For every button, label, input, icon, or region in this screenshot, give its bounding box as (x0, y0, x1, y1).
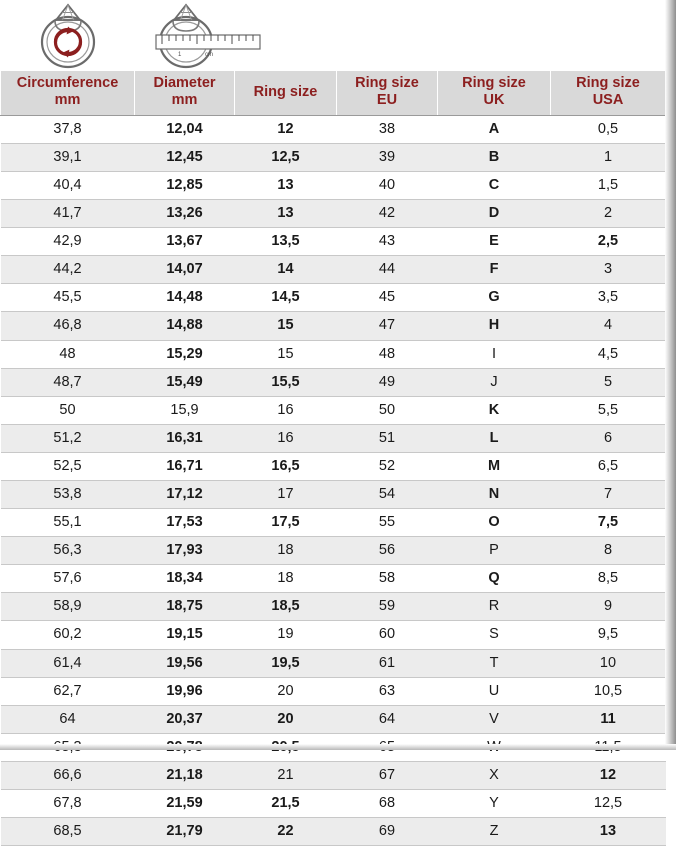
cell-ring-size-uk: Y (438, 790, 551, 818)
cell-ring-size-uk: Q (438, 565, 551, 593)
cell-ring-size: 18 (235, 565, 337, 593)
cell-ring-size-eu: 49 (337, 368, 438, 396)
cell-diameter: 16,71 (135, 452, 235, 480)
cell-circumference: 58,9 (1, 593, 135, 621)
cell-ring-size-eu: 61 (337, 649, 438, 677)
cell-ring-size-usa: 2,5 (551, 228, 666, 256)
cell-ring-size: 18,5 (235, 593, 337, 621)
cell-diameter: 13,26 (135, 200, 235, 228)
ring-size-table (0, 70, 666, 846)
cell-ring-size: 21 (235, 761, 337, 789)
cell-ring-size-eu: 67 (337, 761, 438, 789)
cell-circumference: 67,8 (1, 790, 135, 818)
column-header-diameter (135, 71, 235, 116)
cell-ring-size-usa: 6 (551, 424, 666, 452)
cell-circumference: 68,5 (1, 818, 135, 846)
table-row (1, 509, 666, 537)
table-row (1, 565, 666, 593)
cell-ring-size-usa: 3 (551, 256, 666, 284)
cell-ring-size-uk: K (438, 396, 551, 424)
cell-circumference: 39,1 (1, 143, 135, 171)
table-row (1, 818, 666, 846)
header-line-1: Diameter (153, 75, 216, 91)
cell-ring-size-usa: 8,5 (551, 565, 666, 593)
cell-circumference: 45,5 (1, 284, 135, 312)
cell-ring-size-uk: O (438, 509, 551, 537)
cell-ring-size-eu: 54 (337, 481, 438, 509)
table-row (1, 256, 666, 284)
cell-ring-size-usa: 1,5 (551, 171, 666, 199)
cell-diameter: 12,45 (135, 143, 235, 171)
header-line-2: mm (171, 92, 198, 109)
cell-diameter: 18,75 (135, 593, 235, 621)
cell-circumference: 64 (1, 705, 135, 733)
table-row (1, 340, 666, 368)
cell-ring-size-usa: 3,5 (551, 284, 666, 312)
cell-ring-size-eu: 48 (337, 340, 438, 368)
cell-ring-size-eu: 40 (337, 171, 438, 199)
table-row (1, 761, 666, 789)
table-row (1, 228, 666, 256)
header-line-1: Ring size (576, 75, 640, 91)
cell-ring-size-uk: S (438, 621, 551, 649)
cell-ring-size-usa: 6,5 (551, 452, 666, 480)
table-row (1, 481, 666, 509)
cell-ring-size-eu: 58 (337, 565, 438, 593)
cell-diameter: 12,04 (135, 115, 235, 143)
cell-ring-size: 17,5 (235, 509, 337, 537)
cell-ring-size: 17 (235, 481, 337, 509)
cell-ring-size-eu: 69 (337, 818, 438, 846)
cell-ring-size: 16,5 (235, 452, 337, 480)
cell-ring-size-usa: 11 (551, 705, 666, 733)
cell-ring-size-usa: 0,5 (551, 115, 666, 143)
svg-text:1: 1 (178, 52, 182, 58)
table-header-row (1, 71, 666, 116)
cell-circumference: 66,6 (1, 761, 135, 789)
column-header-ring-size-uk (438, 71, 551, 116)
cell-circumference: 53,8 (1, 481, 135, 509)
cell-diameter: 15,49 (135, 368, 235, 396)
cell-ring-size-eu: 55 (337, 509, 438, 537)
cell-diameter: 21,59 (135, 790, 235, 818)
cell-ring-size: 15 (235, 340, 337, 368)
cell-ring-size-eu: 60 (337, 621, 438, 649)
cell-ring-size-eu: 42 (337, 200, 438, 228)
cell-ring-size-uk: P (438, 537, 551, 565)
cell-circumference: 37,8 (1, 115, 135, 143)
cell-ring-size-usa: 10 (551, 649, 666, 677)
cell-ring-size-uk: C (438, 171, 551, 199)
table-body (1, 115, 666, 845)
cell-ring-size-uk: R (438, 593, 551, 621)
cell-ring-size: 12 (235, 115, 337, 143)
cell-ring-size-usa: 1 (551, 143, 666, 171)
header-line-2: UK (483, 92, 505, 109)
cell-ring-size-usa: 13 (551, 818, 666, 846)
cell-ring-size-uk: E (438, 228, 551, 256)
cell-circumference: 56,3 (1, 537, 135, 565)
cell-circumference: 52,5 (1, 452, 135, 480)
table-row (1, 705, 666, 733)
cell-circumference: 48,7 (1, 368, 135, 396)
cell-ring-size: 21,5 (235, 790, 337, 818)
header-line-1: Circumference (16, 75, 119, 91)
cell-diameter: 19,56 (135, 649, 235, 677)
cell-ring-size-eu: 43 (337, 228, 438, 256)
cell-circumference: 62,7 (1, 677, 135, 705)
page-right-edge-shadow (665, 0, 676, 750)
cell-diameter: 21,18 (135, 761, 235, 789)
cell-ring-size-eu: 50 (337, 396, 438, 424)
table-row (1, 621, 666, 649)
cell-diameter: 15,9 (135, 396, 235, 424)
cell-ring-size: 13 (235, 200, 337, 228)
cell-ring-size: 13,5 (235, 228, 337, 256)
cell-circumference: 41,7 (1, 200, 135, 228)
cell-ring-size: 16 (235, 424, 337, 452)
cell-ring-size-uk: G (438, 284, 551, 312)
table-row (1, 790, 666, 818)
column-header-ring-size-usa (551, 71, 666, 116)
page-bottom-edge-shadow (0, 744, 676, 750)
table-row (1, 396, 666, 424)
cell-ring-size-usa: 7 (551, 481, 666, 509)
header-line-2: USA (592, 92, 624, 109)
cell-ring-size-eu: 47 (337, 312, 438, 340)
cell-diameter: 17,93 (135, 537, 235, 565)
cell-ring-size-uk: L (438, 424, 551, 452)
cell-diameter: 13,67 (135, 228, 235, 256)
cell-ring-size: 20 (235, 705, 337, 733)
header-line-1: Ring size (462, 75, 526, 91)
header-line-2: EU (376, 92, 398, 109)
table-row (1, 143, 666, 171)
cell-ring-size-eu: 51 (337, 424, 438, 452)
cell-circumference: 57,6 (1, 565, 135, 593)
header-line-1: Ring size (253, 83, 318, 100)
cell-ring-size-eu: 38 (337, 115, 438, 143)
column-header-ring-size-eu (337, 71, 438, 116)
cell-diameter: 19,15 (135, 621, 235, 649)
cell-ring-size-uk: J (438, 368, 551, 396)
illustration-strip (0, 0, 676, 70)
cell-circumference: 60,2 (1, 621, 135, 649)
cell-ring-size-eu: 56 (337, 537, 438, 565)
cell-circumference: 50 (1, 396, 135, 424)
cell-ring-size: 12,5 (235, 143, 337, 171)
header-line-2: mm (54, 92, 81, 109)
table-row (1, 537, 666, 565)
cell-ring-size-eu: 39 (337, 143, 438, 171)
cell-diameter: 19,96 (135, 677, 235, 705)
cell-diameter: 12,85 (135, 171, 235, 199)
cell-diameter: 16,31 (135, 424, 235, 452)
cell-circumference: 44,2 (1, 256, 135, 284)
cell-ring-size-uk: U (438, 677, 551, 705)
cell-circumference: 46,8 (1, 312, 135, 340)
cell-ring-size-eu: 63 (337, 677, 438, 705)
cell-diameter: 17,12 (135, 481, 235, 509)
cell-ring-size-usa: 8 (551, 537, 666, 565)
table-row (1, 115, 666, 143)
cell-diameter: 14,48 (135, 284, 235, 312)
cell-ring-size-uk: Z (438, 818, 551, 846)
cell-ring-size-uk: F (438, 256, 551, 284)
table-row (1, 593, 666, 621)
cell-ring-size-uk: V (438, 705, 551, 733)
ring-circumference-diagram (22, 0, 114, 75)
cell-diameter: 14,07 (135, 256, 235, 284)
cell-ring-size: 14 (235, 256, 337, 284)
svg-text:cm: cm (205, 52, 213, 58)
cell-ring-size: 15,5 (235, 368, 337, 396)
cell-ring-size-uk: X (438, 761, 551, 789)
cell-ring-size: 18 (235, 537, 337, 565)
cell-circumference: 42,9 (1, 228, 135, 256)
cell-ring-size-usa: 12 (551, 761, 666, 789)
cell-circumference: 40,4 (1, 171, 135, 199)
cell-ring-size-eu: 52 (337, 452, 438, 480)
cell-ring-size-eu: 64 (337, 705, 438, 733)
cell-ring-size-usa: 5,5 (551, 396, 666, 424)
table-row (1, 368, 666, 396)
cell-ring-size-uk: D (438, 200, 551, 228)
table-row (1, 312, 666, 340)
cell-ring-size-uk: A (438, 115, 551, 143)
cell-ring-size: 16 (235, 396, 337, 424)
cell-ring-size-eu: 68 (337, 790, 438, 818)
cell-diameter: 15,29 (135, 340, 235, 368)
cell-diameter: 14,88 (135, 312, 235, 340)
cell-circumference: 55,1 (1, 509, 135, 537)
table-row (1, 424, 666, 452)
table-row (1, 284, 666, 312)
table-row (1, 200, 666, 228)
column-header-circumference (1, 71, 135, 116)
column-header-ring-size (235, 71, 337, 116)
cell-diameter: 18,34 (135, 565, 235, 593)
cell-ring-size-eu: 44 (337, 256, 438, 284)
cell-ring-size-usa: 4 (551, 312, 666, 340)
cell-ring-size-uk: N (438, 481, 551, 509)
cell-ring-size-uk: I (438, 340, 551, 368)
cell-ring-size: 22 (235, 818, 337, 846)
cell-ring-size: 20 (235, 677, 337, 705)
cell-ring-size-usa: 7,5 (551, 509, 666, 537)
cell-ring-size: 19,5 (235, 649, 337, 677)
cell-diameter: 21,79 (135, 818, 235, 846)
cell-ring-size-usa: 10,5 (551, 677, 666, 705)
cell-ring-size-uk: T (438, 649, 551, 677)
cell-ring-size-usa: 9,5 (551, 621, 666, 649)
cell-ring-size-usa: 2 (551, 200, 666, 228)
table-row (1, 171, 666, 199)
ring-diameter-ruler-diagram (148, 0, 264, 75)
table-row (1, 452, 666, 480)
cell-ring-size: 19 (235, 621, 337, 649)
cell-ring-size-uk: H (438, 312, 551, 340)
table-row (1, 649, 666, 677)
cell-ring-size-usa: 12,5 (551, 790, 666, 818)
cell-circumference: 61,4 (1, 649, 135, 677)
cell-ring-size-uk: M (438, 452, 551, 480)
cell-ring-size-usa: 4,5 (551, 340, 666, 368)
cell-ring-size-usa: 5 (551, 368, 666, 396)
cell-ring-size-eu: 45 (337, 284, 438, 312)
cell-diameter: 17,53 (135, 509, 235, 537)
table-header (1, 71, 666, 116)
cell-ring-size-eu: 59 (337, 593, 438, 621)
cell-ring-size: 15 (235, 312, 337, 340)
header-line-1: Ring size (355, 75, 419, 91)
table-row (1, 677, 666, 705)
cell-ring-size-usa: 9 (551, 593, 666, 621)
cell-ring-size-uk: B (438, 143, 551, 171)
cell-ring-size: 14,5 (235, 284, 337, 312)
cell-circumference: 51,2 (1, 424, 135, 452)
cell-diameter: 20,37 (135, 705, 235, 733)
cell-circumference: 48 (1, 340, 135, 368)
cell-ring-size: 13 (235, 171, 337, 199)
